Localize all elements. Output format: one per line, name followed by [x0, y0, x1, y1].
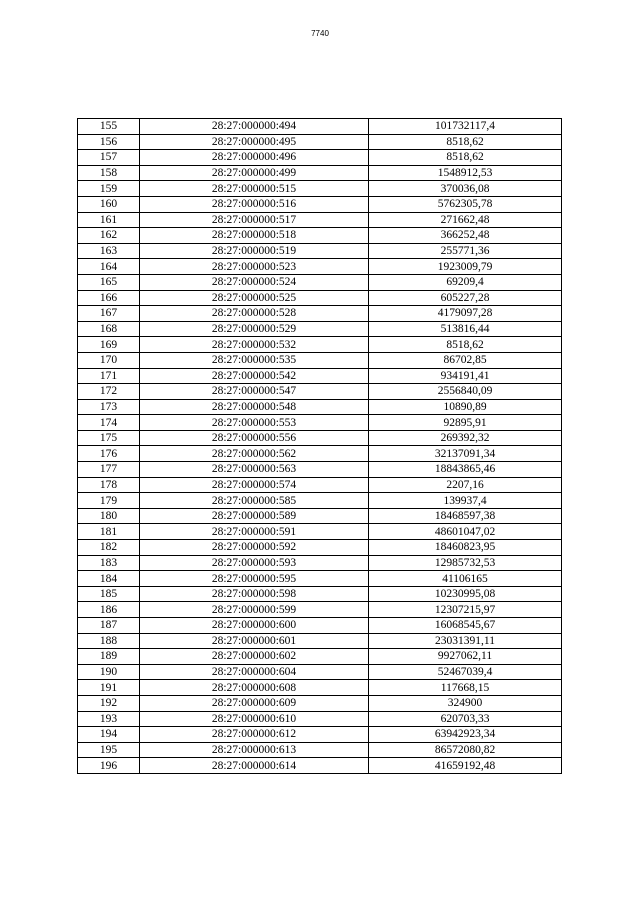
cadastral-number-cell: 28:27:000000:494: [140, 119, 369, 135]
row-number-cell: 188: [78, 633, 140, 649]
cadastral-number-cell: 28:27:000000:516: [140, 196, 369, 212]
table-row: [78, 165, 562, 181]
cadastral-number-cell: 28:27:000000:542: [140, 368, 369, 384]
cadastral-number-cell: 28:27:000000:610: [140, 711, 369, 727]
cadastral-number-cell: 28:27:000000:563: [140, 462, 369, 478]
cadastral-number-cell: 28:27:000000:525: [140, 290, 369, 306]
cadastral-number-cell: 28:27:000000:535: [140, 352, 369, 368]
table-row: [78, 321, 562, 337]
cadastral-number-cell: 28:27:000000:609: [140, 695, 369, 711]
cadastral-value-cell: 10890,89: [369, 399, 562, 415]
row-number-cell: 164: [78, 259, 140, 275]
table-row: [78, 446, 562, 462]
cadastral-number-cell: 28:27:000000:600: [140, 618, 369, 634]
row-number-cell: 191: [78, 680, 140, 696]
row-number-cell: 187: [78, 618, 140, 634]
cadastral-value-cell: 12307215,97: [369, 602, 562, 618]
cadastral-number-cell: 28:27:000000:612: [140, 727, 369, 743]
cadastral-value-cell: 63942923,34: [369, 727, 562, 743]
table-body: [78, 119, 562, 774]
row-number-cell: 179: [78, 493, 140, 509]
table-row: [78, 399, 562, 415]
cadastral-number-cell: 28:27:000000:604: [140, 664, 369, 680]
table-row: [78, 758, 562, 774]
row-number-cell: 194: [78, 727, 140, 743]
cadastral-number-cell: 28:27:000000:613: [140, 742, 369, 758]
table-row: [78, 306, 562, 322]
row-number-cell: 180: [78, 508, 140, 524]
row-number-cell: 158: [78, 165, 140, 181]
cadastral-number-cell: 28:27:000000:574: [140, 477, 369, 493]
row-number-cell: 170: [78, 352, 140, 368]
cadastral-value-cell: 269392,32: [369, 430, 562, 446]
cadastral-number-cell: 28:27:000000:523: [140, 259, 369, 275]
table-row: [78, 649, 562, 665]
cadastral-value-cell: 1923009,79: [369, 259, 562, 275]
cadastral-value-cell: 69209,4: [369, 274, 562, 290]
row-number-cell: 182: [78, 540, 140, 556]
cadastral-value-cell: 117668,15: [369, 680, 562, 696]
row-number-cell: 176: [78, 446, 140, 462]
table-row: [78, 337, 562, 353]
row-number-cell: 161: [78, 212, 140, 228]
cadastral-value-cell: 48601047,02: [369, 524, 562, 540]
row-number-cell: 174: [78, 415, 140, 431]
cadastral-number-cell: 28:27:000000:519: [140, 243, 369, 259]
row-number-cell: 195: [78, 742, 140, 758]
cadastral-value-cell: 52467039,4: [369, 664, 562, 680]
table-row: [78, 727, 562, 743]
table-row: [78, 633, 562, 649]
cadastral-value-table: [77, 118, 562, 774]
table-row: [78, 618, 562, 634]
cadastral-value-cell: 8518,62: [369, 150, 562, 166]
row-number-cell: 171: [78, 368, 140, 384]
table-row: [78, 524, 562, 540]
cadastral-value-cell: 5762305,78: [369, 196, 562, 212]
table-row: [78, 430, 562, 446]
table-row: [78, 462, 562, 478]
cadastral-value-cell: 513816,44: [369, 321, 562, 337]
cadastral-number-cell: 28:27:000000:553: [140, 415, 369, 431]
cadastral-value-cell: 620703,33: [369, 711, 562, 727]
cadastral-number-cell: 28:27:000000:591: [140, 524, 369, 540]
row-number-cell: 190: [78, 664, 140, 680]
table-row: [78, 493, 562, 509]
cadastral-number-cell: 28:27:000000:518: [140, 228, 369, 244]
cadastral-number-cell: 28:27:000000:496: [140, 150, 369, 166]
table-row: [78, 742, 562, 758]
cadastral-value-cell: 92895,91: [369, 415, 562, 431]
row-number-cell: 178: [78, 477, 140, 493]
row-number-cell: 156: [78, 134, 140, 150]
row-number-cell: 168: [78, 321, 140, 337]
cadastral-number-cell: 28:27:000000:608: [140, 680, 369, 696]
row-number-cell: 169: [78, 337, 140, 353]
cadastral-number-cell: 28:27:000000:517: [140, 212, 369, 228]
table-row: [78, 119, 562, 135]
cadastral-number-cell: 28:27:000000:532: [140, 337, 369, 353]
row-number-cell: 196: [78, 758, 140, 774]
table-row: [78, 181, 562, 197]
table-row: [78, 212, 562, 228]
row-number-cell: 183: [78, 555, 140, 571]
table-row: [78, 695, 562, 711]
cadastral-number-cell: 28:27:000000:556: [140, 430, 369, 446]
cadastral-value-cell: 16068545,67: [369, 618, 562, 634]
row-number-cell: 160: [78, 196, 140, 212]
cadastral-number-cell: 28:27:000000:495: [140, 134, 369, 150]
cadastral-value-cell: 41659192,48: [369, 758, 562, 774]
cadastral-number-cell: 28:27:000000:601: [140, 633, 369, 649]
table-row: [78, 196, 562, 212]
row-number-cell: 175: [78, 430, 140, 446]
table-row: [78, 586, 562, 602]
cadastral-number-cell: 28:27:000000:528: [140, 306, 369, 322]
table-row: [78, 274, 562, 290]
table-row: [78, 680, 562, 696]
cadastral-number-cell: 28:27:000000:499: [140, 165, 369, 181]
table-row: [78, 540, 562, 556]
cadastral-value-cell: 2207,16: [369, 477, 562, 493]
cadastral-value-cell: 934191,41: [369, 368, 562, 384]
cadastral-value-cell: 8518,62: [369, 337, 562, 353]
cadastral-number-cell: 28:27:000000:614: [140, 758, 369, 774]
row-number-cell: 189: [78, 649, 140, 665]
cadastral-value-cell: 32137091,34: [369, 446, 562, 462]
row-number-cell: 192: [78, 695, 140, 711]
table-row: [78, 555, 562, 571]
table-row: [78, 711, 562, 727]
cadastral-value-cell: 8518,62: [369, 134, 562, 150]
row-number-cell: 184: [78, 571, 140, 587]
cadastral-value-cell: 9927062,11: [369, 649, 562, 665]
row-number-cell: 163: [78, 243, 140, 259]
cadastral-number-cell: 28:27:000000:548: [140, 399, 369, 415]
table-row: [78, 368, 562, 384]
cadastral-value-cell: 18843865,46: [369, 462, 562, 478]
cadastral-number-cell: 28:27:000000:592: [140, 540, 369, 556]
cadastral-value-cell: 370036,08: [369, 181, 562, 197]
row-number-cell: 185: [78, 586, 140, 602]
cadastral-value-cell: 255771,36: [369, 243, 562, 259]
cadastral-number-cell: 28:27:000000:595: [140, 571, 369, 587]
cadastral-number-cell: 28:27:000000:562: [140, 446, 369, 462]
cadastral-number-cell: 28:27:000000:547: [140, 384, 369, 400]
cadastral-number-cell: 28:27:000000:593: [140, 555, 369, 571]
cadastral-value-cell: 23031391,11: [369, 633, 562, 649]
table-row: [78, 259, 562, 275]
cadastral-value-cell: 2556840,09: [369, 384, 562, 400]
table-row: [78, 150, 562, 166]
table-row: [78, 134, 562, 150]
table-row: [78, 228, 562, 244]
row-number-cell: 155: [78, 119, 140, 135]
cadastral-value-cell: 605227,28: [369, 290, 562, 306]
table-row: [78, 352, 562, 368]
cadastral-number-cell: 28:27:000000:589: [140, 508, 369, 524]
row-number-cell: 162: [78, 228, 140, 244]
table-row: [78, 664, 562, 680]
cadastral-value-cell: 271662,48: [369, 212, 562, 228]
cadastral-value-cell: 324900: [369, 695, 562, 711]
cadastral-value-cell: 139937,4: [369, 493, 562, 509]
table-row: [78, 477, 562, 493]
table-row: [78, 415, 562, 431]
table-row: [78, 290, 562, 306]
page-number: 7740: [311, 29, 329, 38]
row-number-cell: 159: [78, 181, 140, 197]
row-number-cell: 173: [78, 399, 140, 415]
row-number-cell: 165: [78, 274, 140, 290]
cadastral-value-cell: 1548912,53: [369, 165, 562, 181]
cadastral-number-cell: 28:27:000000:599: [140, 602, 369, 618]
cadastral-value-cell: 86572080,82: [369, 742, 562, 758]
table-row: [78, 602, 562, 618]
row-number-cell: 181: [78, 524, 140, 540]
cadastral-number-cell: 28:27:000000:602: [140, 649, 369, 665]
cadastral-number-cell: 28:27:000000:524: [140, 274, 369, 290]
row-number-cell: 172: [78, 384, 140, 400]
row-number-cell: 193: [78, 711, 140, 727]
cadastral-number-cell: 28:27:000000:585: [140, 493, 369, 509]
table-row: [78, 243, 562, 259]
cadastral-value-cell: 18468597,38: [369, 508, 562, 524]
row-number-cell: 166: [78, 290, 140, 306]
cadastral-value-cell: 366252,48: [369, 228, 562, 244]
row-number-cell: 177: [78, 462, 140, 478]
cadastral-value-cell: 41106165: [369, 571, 562, 587]
cadastral-value-cell: 101732117,4: [369, 119, 562, 135]
table-row: [78, 571, 562, 587]
row-number-cell: 186: [78, 602, 140, 618]
row-number-cell: 157: [78, 150, 140, 166]
cadastral-value-cell: 18460823,95: [369, 540, 562, 556]
table-row: [78, 384, 562, 400]
cadastral-value-cell: 4179097,28: [369, 306, 562, 322]
cadastral-value-cell: 86702,85: [369, 352, 562, 368]
cadastral-number-cell: 28:27:000000:598: [140, 586, 369, 602]
cadastral-number-cell: 28:27:000000:529: [140, 321, 369, 337]
table-row: [78, 508, 562, 524]
cadastral-value-cell: 12985732,53: [369, 555, 562, 571]
cadastral-number-cell: 28:27:000000:515: [140, 181, 369, 197]
cadastral-value-cell: 10230995,08: [369, 586, 562, 602]
row-number-cell: 167: [78, 306, 140, 322]
